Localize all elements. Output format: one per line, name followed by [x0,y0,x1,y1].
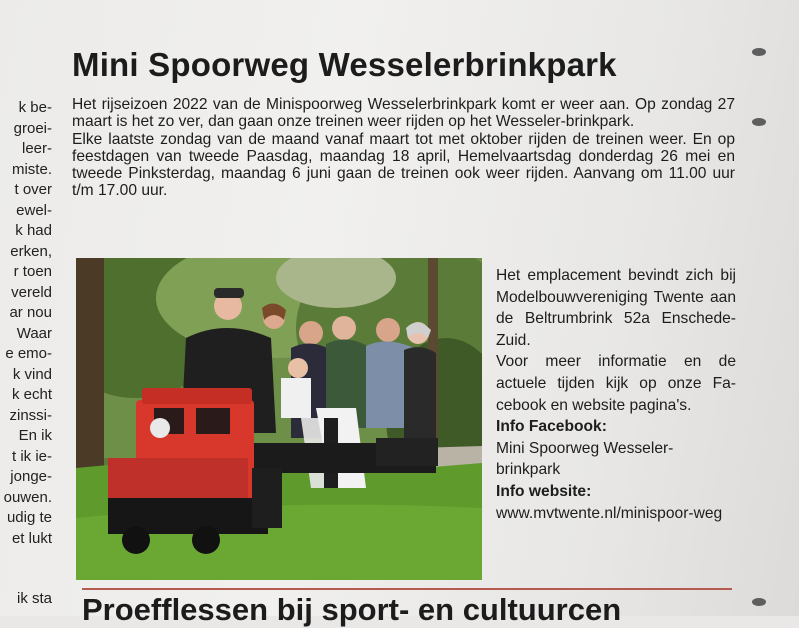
adjacent-column-line: Waar [16,324,52,342]
location-paragraph: Het emplacement bevindt zich bij Modelbouwvereniging Twente aan de Beltrumbrink 52a Enschede-Zuid. [496,267,736,349]
facebook-label: Info Facebook: [496,418,607,436]
adjacent-column-line: leer- [21,140,52,157]
adjacent-column-line: t over [14,181,52,198]
binder-hole-icon [752,598,766,606]
adjacent-column-line: ewel- [16,201,52,219]
adjacent-column-line: miste. [11,160,52,178]
next-article-title: Proefflessen bij sport- en cultuurcen [82,592,622,627]
info-paragraph: Voor meer informatie en de actuele tijden kijk op onze Fa-cebook en website pagina's. [496,353,736,414]
adjacent-column-line: k had [15,222,52,239]
adjacent-column-line: En ik [18,427,52,444]
adjacent-column-line: groei- [13,119,52,137]
adjacent-column-line: vereld [11,283,52,301]
adjacent-column-text [0,98,52,549]
adjacent-column-bottom: ik sta [16,590,52,607]
binder-hole-icon [752,118,766,126]
article-side-column [496,265,736,524]
mini-train-photo [76,258,482,580]
adjacent-column-line: t ik ie- [11,447,52,465]
adjacent-column-line: erken, [10,242,52,260]
adjacent-column-line: jonge- [10,468,52,485]
facebook-value: Mini Spoorweg Wesseler-brinkpark [496,439,674,479]
adjacent-column-line: udig te [6,509,52,526]
binder-hole-icon [752,48,766,56]
adjacent-column-line: k vind [12,365,52,383]
adjacent-column-line: ouwen. [3,488,52,506]
adjacent-column-line: ar nou [9,304,52,321]
article-paragraph-2: Elke laatste zondag van de maand vanaf maart tot met oktober rijden de treinen weer. En op feestdagen van tweede Paasdag, maandag 18 april, Hemelvaartsdag donderdag 26 mei en tweede Pinksterdag, maandag 6 juni gaan de treinen ook weer rijden. Aanvang om 11.00 uur t/m 17.00 uur. [72,130,735,200]
adjacent-column-line: k echt [11,386,52,403]
adjacent-column-line: r toen [13,263,52,280]
adjacent-column-line: e emo- [5,345,52,362]
adjacent-column-line: zinssi- [9,406,52,424]
article-paragraph-1: Het rijseizoen 2022 van de Minispoorweg Wesselerbrinkpark komt er weer aan. Op zondag 27 maart is het zo ver, dan gaan onze treinen weer rijden op het Wesseler-brinkpark. [72,96,735,131]
article-title: Mini Spoorweg Wesselerbrinkpark [72,46,617,83]
website-label: Info website: [496,482,592,500]
adjacent-column-line: k be- [18,99,52,116]
article-intro [72,96,735,200]
adjacent-column-line: et lukt [11,529,52,547]
website-value: www.mvtwente.nl/minispoor-weg [496,504,723,522]
section-divider [82,588,732,590]
